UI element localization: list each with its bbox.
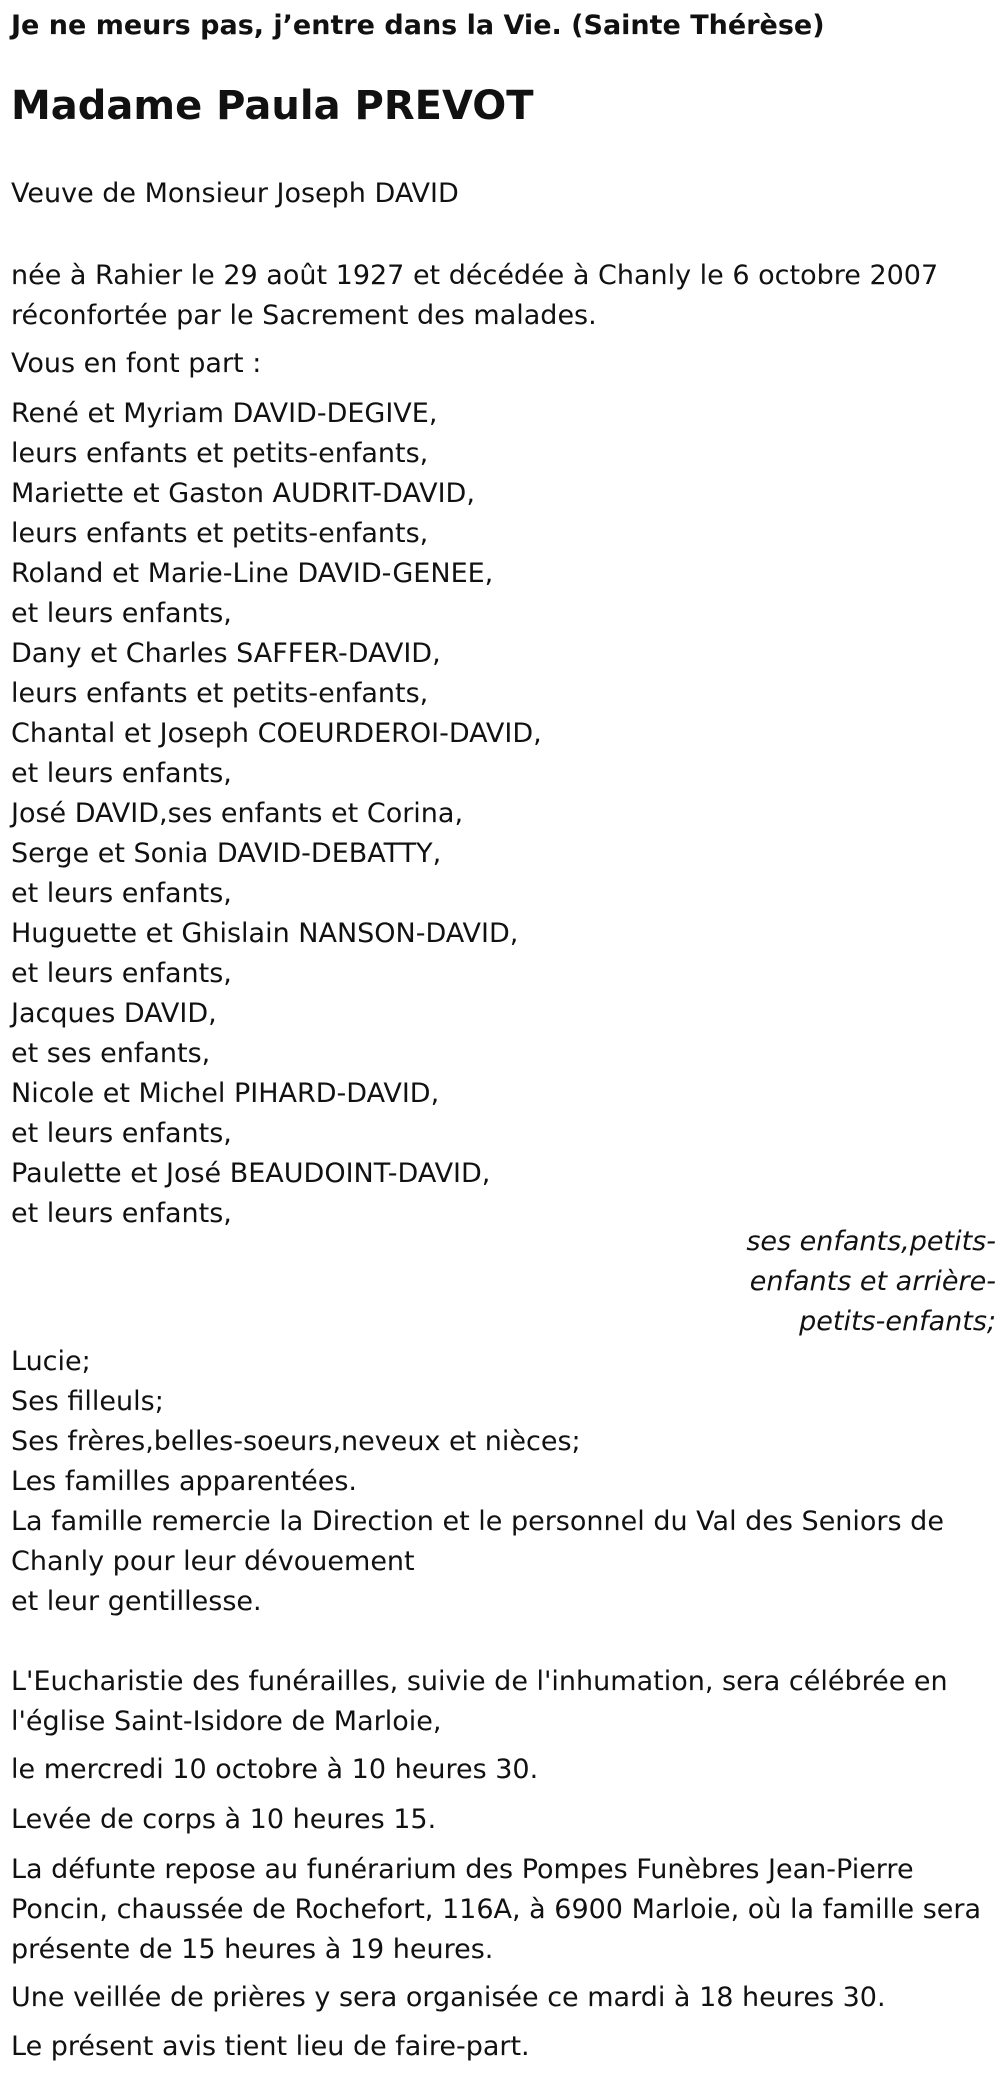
family-line: leurs enfants et petits-enfants,: [11, 678, 429, 709]
thanks-line: Chanly pour leur dévouement: [11, 1546, 415, 1577]
deceased-name: Madame Paula PREVOT: [11, 83, 534, 129]
family-list: [11, 394, 986, 1234]
family-line: Dany et Charles SAFFER-DAVID,: [11, 638, 441, 669]
family-line: et ses enfants,: [11, 1038, 211, 1069]
levee-time: Levée de corps à 10 heures 15.: [11, 1804, 437, 1835]
family-line: et leurs enfants,: [11, 758, 232, 789]
family-line: Jacques DAVID,: [11, 998, 217, 1029]
date-block: [11, 1750, 986, 1790]
eucharist-block: [11, 1662, 986, 1742]
vigil: Une veillée de prières y sera organisée ce mardi à 18 heures 30.: [11, 1982, 886, 2013]
sacrament: réconfortée par le Sacrement des malades.: [11, 300, 597, 331]
family-line: Mariette et Gaston AUDRIT-DAVID,: [11, 478, 475, 509]
family-line: et leurs enfants,: [11, 878, 232, 909]
relative-line: Ses filleuls;: [11, 1386, 164, 1417]
funerarium-line: Poncin, chaussée de Rochefort, 116A, à 6900 Marloie, où la famille sera: [11, 1894, 982, 1925]
family-line: et leurs enfants,: [11, 958, 232, 989]
thanks-line: La famille remercie la Direction et le personnel du Val des Seniors de: [11, 1506, 944, 1537]
closing-block: [11, 2027, 986, 2067]
family-line: et leurs enfants,: [11, 1198, 232, 1229]
quote: Je ne meurs pas, j’entre dans la Vie. (Sainte Thérèse): [11, 10, 825, 41]
family-line: Nicole et Michel PIHARD-DAVID,: [11, 1078, 440, 1109]
vigil-block: [11, 1978, 986, 2018]
birth-death: née à Rahier le 29 août 1927 et décédée à Chanly le 6 octobre 2007: [11, 260, 939, 291]
relative-line: Les familles apparentées.: [11, 1466, 358, 1497]
closing: Le présent avis tient lieu de faire-part.: [11, 2031, 530, 2062]
relative-line: Lucie;: [11, 1346, 91, 1377]
thanks-line: et leur gentillesse.: [11, 1586, 262, 1617]
birth-death-block: [11, 256, 986, 336]
family-line: et leurs enfants,: [11, 598, 232, 629]
spouse: Veuve de Monsieur Joseph DAVID: [11, 178, 459, 209]
family-line: leurs enfants et petits-enfants,: [11, 518, 429, 549]
levee-block: [11, 1800, 986, 1840]
funerarium-line: La défunte repose au funérarium des Pompes Funèbres Jean-Pierre: [11, 1854, 914, 1885]
descendants-note: [736, 1222, 996, 1342]
funerarium-line: présente de 15 heures à 19 heures.: [11, 1934, 494, 1965]
family-line: José DAVID,ses enfants et Corina,: [11, 798, 464, 829]
family-line: Chantal et Joseph COEURDEROI-DAVID,: [11, 718, 542, 749]
ceremony-date: le mercredi 10 octobre à 10 heures 30.: [11, 1754, 539, 1785]
relative-line: Ses frères,belles-soeurs,neveux et nièces;: [11, 1426, 581, 1457]
funerarium-block: [11, 1850, 986, 1970]
eucharist-line: L'Eucharistie des funérailles, suivie de l'inhumation, sera célébrée en: [11, 1666, 948, 1697]
family-line: leurs enfants et petits-enfants,: [11, 438, 429, 469]
family-line: Serge et Sonia DAVID-DEBATTY,: [11, 838, 442, 869]
family-line: Roland et Marie-Line DAVID-GENEE,: [11, 558, 494, 589]
spouse-line: [11, 174, 986, 214]
descendants-note-line: petits-enfants;: [799, 1306, 996, 1337]
family-line: Huguette et Ghislain NANSON-DAVID,: [11, 918, 519, 949]
family-line: Paulette et José BEAUDOINT-DAVID,: [11, 1158, 491, 1189]
announcers-intro-block: [11, 344, 986, 384]
eucharist-line: l'église Saint-Isidore de Marloie,: [11, 1706, 442, 1737]
family-line: et leurs enfants,: [11, 1118, 232, 1149]
other-relatives: [11, 1342, 986, 1622]
family-line: René et Myriam DAVID-DEGIVE,: [11, 398, 438, 429]
descendants-note-line: ses enfants,petits-: [746, 1226, 996, 1257]
announcers-intro: Vous en font part :: [11, 348, 262, 379]
descendants-note-line: enfants et arrière-: [749, 1266, 996, 1297]
